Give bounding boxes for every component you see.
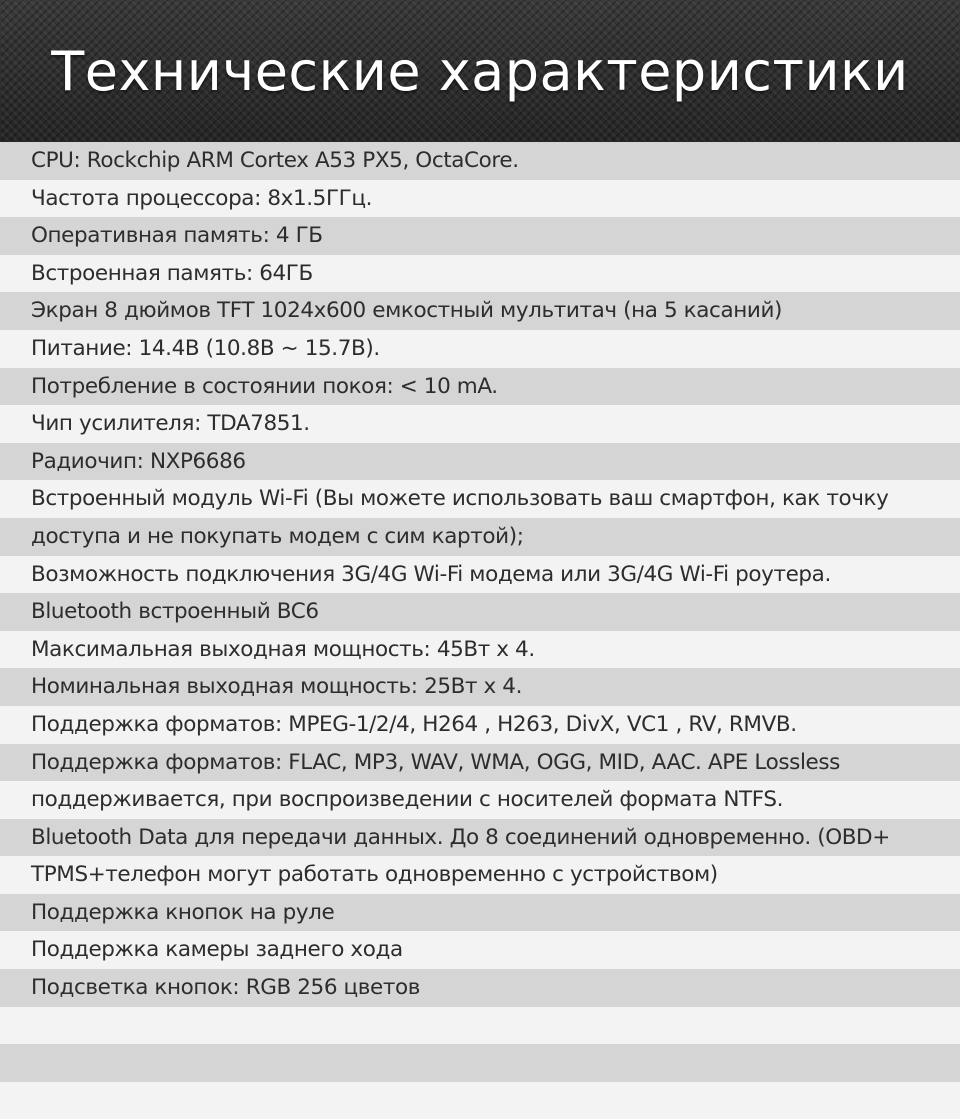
spec-row — [0, 1007, 960, 1045]
spec-row: Встроенная память: 64ГБ — [0, 255, 960, 293]
spec-row: CPU: Rockchip ARM Cortex A53 PX5, OctaCore. — [0, 142, 960, 180]
spec-list — [0, 142, 960, 1119]
spec-row: TPMS+телефон могут работать одновременно с устройством) — [0, 856, 960, 894]
spec-row: Экран 8 дюймов TFT 1024x600 емкостный мультитач (на 5 касаний) — [0, 292, 960, 330]
spec-row: Поддержка форматов: FLAC, MP3, WAV, WMA, OGG, MID, AAC. APE Lossless — [0, 744, 960, 782]
spec-row: Номинальная выходная мощность: 25Вт x 4. — [0, 668, 960, 706]
spec-row: Возможность подключения 3G/4G Wi-Fi модема или 3G/4G Wi-Fi роутера. — [0, 556, 960, 594]
spec-row: поддерживается, при воспроизведении с носителей формата NTFS. — [0, 781, 960, 819]
spec-row: Максимальная выходная мощность: 45Вт x 4. — [0, 631, 960, 669]
spec-row: Частота процессора: 8x1.5ГГц. — [0, 180, 960, 218]
spec-row: доступа и не покупать модем с сим картой); — [0, 518, 960, 556]
spec-row: Поддержка форматов: MPEG-1/2/4, H264 , H263, DivX, VC1 , RV, RMVB. — [0, 706, 960, 744]
spec-row: Чип усилителя: TDA7851. — [0, 405, 960, 443]
spec-row: Радиочип: NXP6686 — [0, 443, 960, 481]
spec-row: Оперативная память: 4 ГБ — [0, 217, 960, 255]
spec-row — [0, 1082, 960, 1119]
spec-row: Встроенный модуль Wi-Fi (Вы можете использовать ваш смартфон, как точку — [0, 480, 960, 518]
spec-row: Bluetooth Data для передачи данных. До 8 соединений одновременно. (OBD+ — [0, 819, 960, 857]
spec-row: Bluetooth встроенный BC6 — [0, 593, 960, 631]
spec-row: Потребление в состоянии покоя: < 10 mA. — [0, 368, 960, 406]
spec-row: Подсветка кнопок: RGB 256 цветов — [0, 969, 960, 1007]
spec-row: Поддержка кнопок на руле — [0, 894, 960, 932]
spec-row: Питание: 14.4В (10.8В ~ 15.7В). — [0, 330, 960, 368]
header-banner — [0, 0, 960, 142]
spec-row: Поддержка камеры заднего хода — [0, 931, 960, 969]
page-title: Технические характеристики — [51, 39, 909, 103]
spec-row — [0, 1044, 960, 1082]
